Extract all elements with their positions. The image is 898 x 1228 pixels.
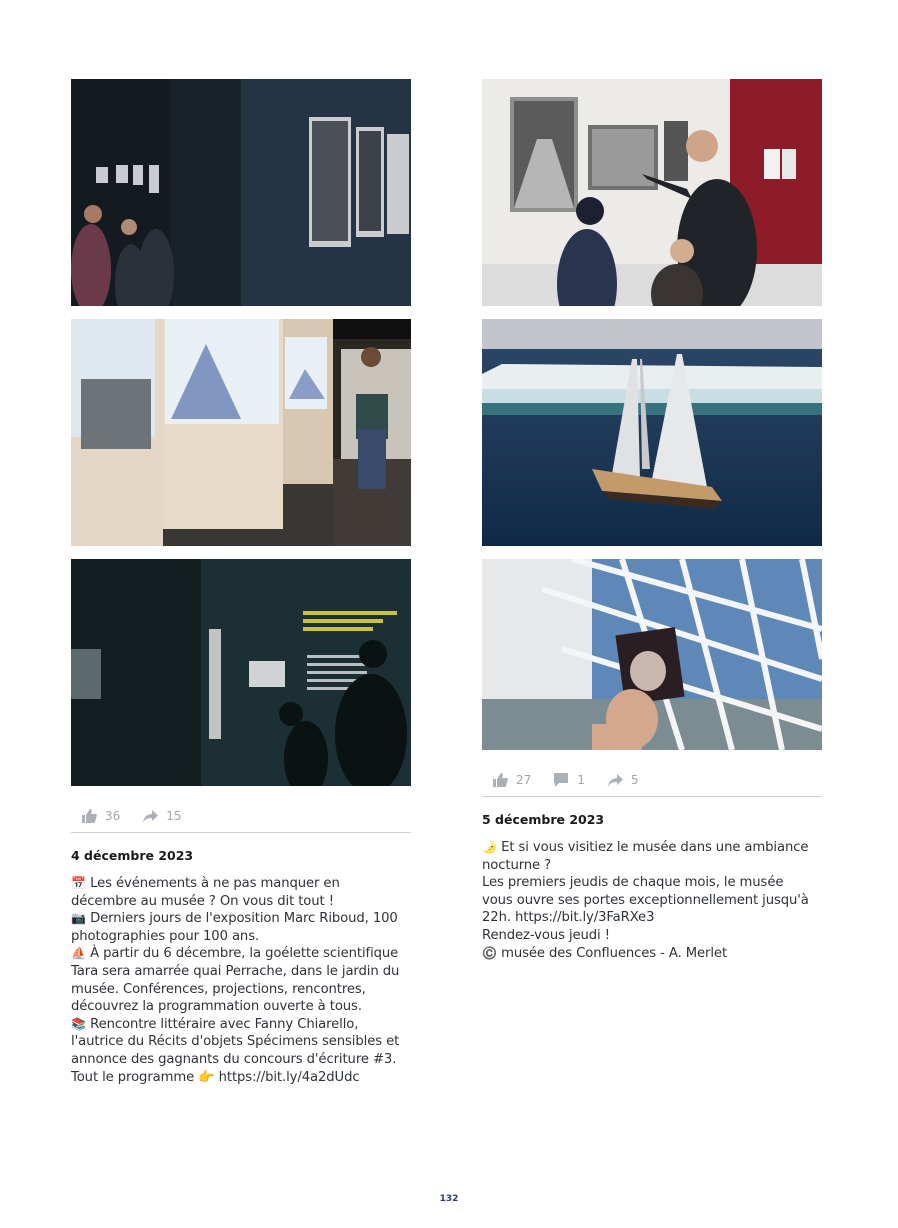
like-count: 27 [516, 772, 532, 787]
copyright-icon: ©️ [482, 945, 497, 960]
text-line: ⛵ À partir du 6 décembre, la goélette scientifique [71, 946, 399, 962]
page-number: 132 [439, 1194, 459, 1204]
right-post [482, 79, 822, 962]
comment-icon [553, 772, 569, 788]
text-line: 📷 Derniers jours de l'exposition Marc Riboud, 100 [71, 911, 398, 927]
text-line: l'autrice du Récits d'objets Spécimens sensibles et [71, 1034, 400, 1050]
photo-exhibition-visitors [71, 79, 411, 306]
text-line: Tara sera amarrée quai Perrache, dans le jardin du [71, 963, 400, 979]
text-line: annonce des gagnants du concours d'écriture #3. [71, 1051, 397, 1067]
share-count: 5 [630, 772, 639, 787]
like-stat[interactable] [492, 772, 531, 788]
text-line: 📚 Rencontre littéraire avec Fanny Chiarello, [71, 1016, 359, 1032]
thumbs-up-icon [81, 808, 97, 824]
photo-mountain-prints [71, 319, 411, 546]
post-date: 4 décembre 2023 [71, 848, 194, 863]
share-stat[interactable] [607, 772, 639, 788]
text-line: Rendez-vous jeudi ! [482, 927, 610, 943]
text-line: photographies pour 100 ans. [71, 928, 260, 944]
photo-dark-gallery [71, 559, 411, 786]
text-line: Les premiers jeudis de chaque mois, le musée [482, 875, 784, 891]
share-icon [142, 808, 158, 824]
post-text [71, 875, 411, 1086]
sailboat-icon: ⛵ [71, 946, 86, 961]
calendar-icon: 📅 [71, 876, 86, 890]
photo-glass-roof-book [482, 559, 822, 750]
books-icon: 📚 [71, 1016, 86, 1031]
photo-tara-schooner [482, 319, 822, 546]
share-icon [607, 772, 623, 788]
right-post-stats [482, 763, 822, 797]
text-line: 📅 Les événements à ne pas manquer en [71, 876, 340, 891]
post-text [482, 839, 822, 962]
share-stat[interactable] [142, 808, 181, 824]
text-line: nocturne ? [482, 857, 552, 873]
post-date: 5 décembre 2023 [482, 812, 605, 827]
text-line: découvrez la programmation ouverte à tous. [71, 999, 362, 1015]
text-line: vous ouvre ses portes exceptionnellement jusqu'à [482, 892, 809, 908]
text-line: décembre au musée ? On vous dit tout ! [71, 893, 334, 909]
like-count: 36 [105, 808, 121, 823]
text-line: 🌛 Et si vous visitiez le musée dans une ambiance [482, 840, 809, 855]
text-line: ©️ musée des Confluences - A. Merlet [482, 945, 728, 961]
left-post [71, 79, 411, 1086]
text-line: musée. Conférences, projections, rencontres, [71, 981, 366, 997]
text-line-link[interactable]: 22h. https://bit.ly/3FaRXe3 [482, 910, 655, 926]
crescent-moon-icon: 🌛 [482, 840, 497, 854]
comment-count: 1 [577, 772, 585, 787]
left-post-stats [71, 799, 411, 833]
photo-desert-prints [482, 79, 822, 306]
thumbs-up-icon [492, 772, 508, 788]
camera-icon: 📷 [71, 911, 86, 926]
comment-stat[interactable] [553, 772, 585, 788]
text-line-link[interactable]: Tout le programme 👉 https://bit.ly/4a2dUdc [71, 1069, 360, 1085]
like-stat[interactable] [81, 808, 120, 824]
share-count: 15 [166, 808, 182, 823]
